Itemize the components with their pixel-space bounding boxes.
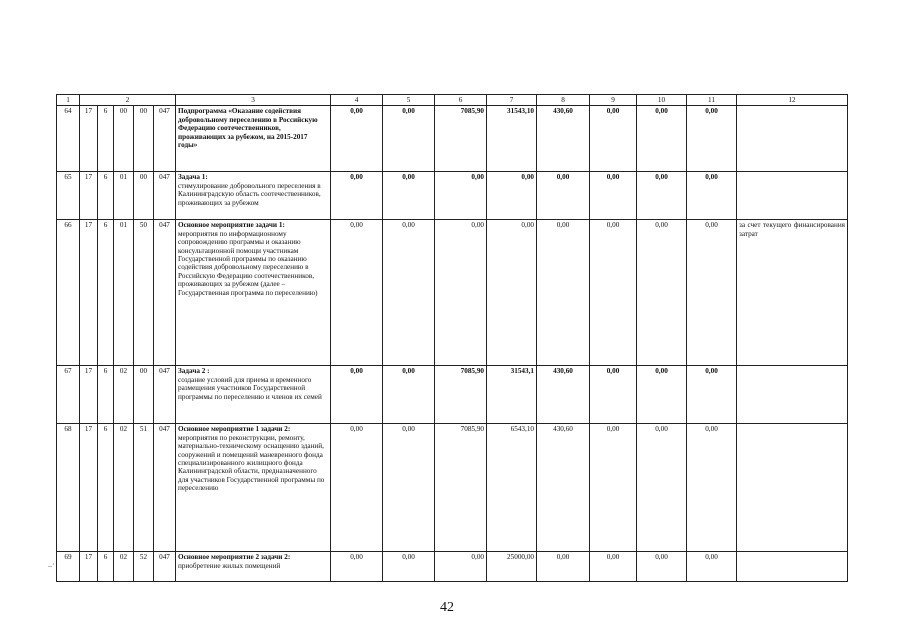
task-cell	[176, 366, 331, 424]
task-title: Подпрограмма «Оказание содействия добровольному переселению в Российскую Федерацию соотечественников, проживающих за рубежом, на 2015-2017 годы»	[178, 107, 318, 150]
cell-num: 64	[57, 106, 80, 172]
cell-v4: 0,00	[331, 424, 383, 552]
header-col-1: 1	[57, 95, 80, 106]
cell-c2: 6	[98, 172, 114, 220]
task-cell	[176, 424, 331, 552]
cell-note	[737, 172, 848, 220]
cell-v5: 0,00	[383, 552, 435, 582]
cell-v9: 0,00	[590, 220, 637, 366]
cell-v6: 0,00	[435, 552, 487, 582]
cell-c2: 6	[98, 366, 114, 424]
cell-c4: 00	[134, 106, 154, 172]
cell-c3: 01	[114, 220, 134, 366]
header-col-7: 7	[487, 95, 537, 106]
cell-c5: 047	[154, 172, 176, 220]
cell-c1: 17	[80, 366, 98, 424]
cell-c4: 00	[134, 172, 154, 220]
cell-num: 69	[57, 552, 80, 582]
cell-v8: 430,60	[537, 366, 590, 424]
cell-v5: 0,00	[383, 172, 435, 220]
cell-v4: 0,00	[331, 220, 383, 366]
cell-c1: 17	[80, 424, 98, 552]
task-cell	[176, 106, 331, 172]
cell-v6: 7085,90	[435, 106, 487, 172]
cell-c3: 02	[114, 366, 134, 424]
cell-v7: 6543,10	[487, 424, 537, 552]
cell-c1: 17	[80, 172, 98, 220]
cell-c4: 00	[134, 366, 154, 424]
table-row	[57, 424, 848, 552]
cell-v5: 0,00	[383, 366, 435, 424]
cell-c2: 6	[98, 424, 114, 552]
cell-v11: 0,00	[687, 172, 737, 220]
cell-v4: 0,00	[331, 106, 383, 172]
cell-c3: 01	[114, 172, 134, 220]
cell-v5: 0,00	[383, 424, 435, 552]
header-col-2: 2	[80, 95, 176, 106]
cell-v7: 31543,1	[487, 366, 537, 424]
cell-c2: 6	[98, 220, 114, 366]
cell-v10: 0,00	[637, 220, 687, 366]
task-title: Основное мероприятие 2 задачи 2:	[178, 553, 291, 562]
cell-v6: 0,00	[435, 172, 487, 220]
cell-num: 68	[57, 424, 80, 552]
cell-v8: 430,60	[537, 106, 590, 172]
cell-v4: 0,00	[331, 172, 383, 220]
header-col-8: 8	[537, 95, 590, 106]
cell-v6: 7085,90	[435, 424, 487, 552]
header-col-3: 3	[176, 95, 331, 106]
cell-c4: 51	[134, 424, 154, 552]
task-description: мероприятия по реконструкции, ремонту, материально-техническому оснащению зданий, сооружений и помещений маневренного фонда специализированного жилищного фонда Калининградской области, предназначенного для участников Государственной программы по переселению	[178, 433, 325, 493]
table-row	[57, 366, 848, 424]
header-col-5: 5	[383, 95, 435, 106]
cell-v7: 0,00	[487, 220, 537, 366]
cell-c5: 047	[154, 220, 176, 366]
cell-v6: 0,00	[435, 220, 487, 366]
cell-v7: 0,00	[487, 172, 537, 220]
task-cell	[176, 552, 331, 582]
cell-v5: 0,00	[383, 106, 435, 172]
task-description: создание условий для приема и временного размещения участников Государственной программы по переселению и членов их семей	[178, 375, 322, 401]
cell-v11: 0,00	[687, 424, 737, 552]
task-description: стимулирование добровольного переселения в Калининградскую область соотечественников, проживающих за рубежом	[178, 181, 321, 207]
cell-v10: 0,00	[637, 424, 687, 552]
task-description: приобретение жилых помещений	[178, 561, 281, 570]
cell-v10: 0,00	[637, 552, 687, 582]
cell-v11: 0,00	[687, 220, 737, 366]
cell-v11: 0,00	[687, 366, 737, 424]
task-cell	[176, 220, 331, 366]
page-number: 42	[440, 600, 454, 615]
cell-c4: 50	[134, 220, 154, 366]
cell-c5: 047	[154, 424, 176, 552]
cell-v9: 0,00	[590, 366, 637, 424]
cell-v5: 0,00	[383, 220, 435, 366]
cell-v4: 0,00	[331, 366, 383, 424]
cell-note	[737, 424, 848, 552]
cell-v10: 0,00	[637, 172, 687, 220]
budget-table	[56, 94, 848, 582]
task-cell	[176, 172, 331, 220]
cell-c5: 047	[154, 552, 176, 582]
task-description: мероприятия по информационному сопровождению программы и оказанию консультационной помощи участникам Государственной программы по оказанию содействия добровольному переселению в Российскую Федерацию соотечественников, проживающих за рубежом (далее – Государственная программа по переселению)	[178, 229, 318, 297]
cell-num: 66	[57, 220, 80, 366]
cell-v9: 0,00	[590, 552, 637, 582]
cell-c1: 17	[80, 552, 98, 582]
cell-v11: 0,00	[687, 106, 737, 172]
cell-v10: 0,00	[637, 106, 687, 172]
task-title: Основное мероприятие 1 задачи 2:	[178, 425, 291, 434]
task-title: Задача 2 :	[178, 367, 210, 376]
table-row	[57, 106, 848, 172]
cell-c1: 17	[80, 220, 98, 366]
cell-num: 65	[57, 172, 80, 220]
cell-v11: 0,00	[687, 552, 737, 582]
cell-v9: 0,00	[590, 106, 637, 172]
scan-mark: ..·	[48, 560, 55, 569]
cell-v6: 7085,90	[435, 366, 487, 424]
cell-c1: 17	[80, 106, 98, 172]
cell-c2: 6	[98, 552, 114, 582]
cell-c4: 52	[134, 552, 154, 582]
cell-note	[737, 366, 848, 424]
cell-note	[737, 552, 848, 582]
table-row	[57, 172, 848, 220]
cell-v8: 430,60	[537, 424, 590, 552]
cell-v8: 0,00	[537, 552, 590, 582]
header-col-6: 6	[435, 95, 487, 106]
cell-v8: 0,00	[537, 220, 590, 366]
cell-v9: 0,00	[590, 424, 637, 552]
cell-v7: 25000,00	[487, 552, 537, 582]
header-col-4: 4	[331, 95, 383, 106]
cell-v4: 0,00	[331, 552, 383, 582]
task-title: Задача 1:	[178, 173, 208, 182]
cell-c3: 02	[114, 552, 134, 582]
cell-c5: 047	[154, 106, 176, 172]
task-title: Основное мероприятие задачи 1:	[178, 221, 285, 230]
cell-num: 67	[57, 366, 80, 424]
cell-note	[737, 106, 848, 172]
cell-v8: 0,00	[537, 172, 590, 220]
cell-c5: 047	[154, 366, 176, 424]
cell-v9: 0,00	[590, 172, 637, 220]
cell-c3: 00	[114, 106, 134, 172]
header-col-11: 11	[687, 95, 737, 106]
table-row	[57, 552, 848, 582]
header-col-10: 10	[637, 95, 687, 106]
header-col-12: 12	[737, 95, 848, 106]
cell-c3: 02	[114, 424, 134, 552]
cell-v7: 31543,10	[487, 106, 537, 172]
cell-note: за счет текущего финансирования затрат	[737, 220, 848, 366]
cell-c2: 6	[98, 106, 114, 172]
table-row	[57, 220, 848, 366]
header-col-9: 9	[590, 95, 637, 106]
cell-v10: 0,00	[637, 366, 687, 424]
header-row	[57, 95, 848, 106]
